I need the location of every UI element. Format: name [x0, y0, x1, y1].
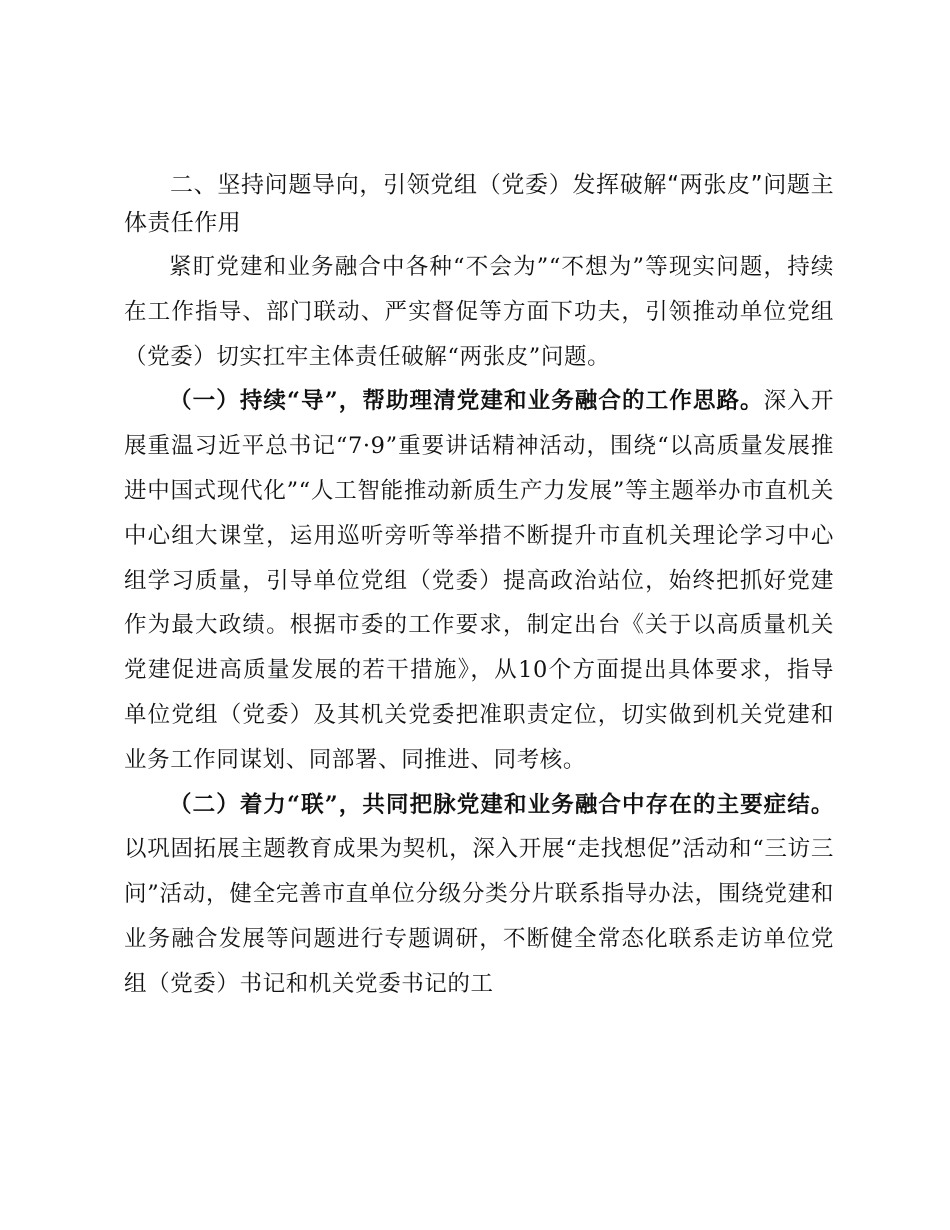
subsection-2-paragraph [124, 783, 834, 1007]
subsection-1-title: （一）持续“导”，帮助理清党建和业务融合的工作思路。 [169, 388, 764, 415]
subsection-1-body: 深入开展重温习近平总书记“7·9”重要讲话精神活动，围绕“以高质量发展推进中国式现代化”“人工智能推动新质生产力发展”等主题举办市直机关中心组大课堂，运用巡听旁听等举措不断提升市直机关理论学习中心组学习质量，引导单位党组（党委）提高政治站位，始终把抓好党建作为最大政绩。根据市委的工作要求，制定出台《关于以高质量机关党建促进高质量发展的若干措施》，从10个方面提出具体要求，指导单位党组（党委）及其机关党委把准职责定位，切实做到机关党建和业务工作同谋划、同部署、同推进、同考核。 [124, 388, 834, 773]
subsection-1-paragraph [124, 379, 834, 782]
intro-paragraph: 紧盯党建和业务融合中各种“不会为”“不想为”等现实问题，持续在工作指导、部门联动、严实督促等方面下功夫，引领推动单位党组（党委）切实扛牢主体责任破解“两张皮”问题。 [124, 254, 834, 370]
subsection-2-body: 以巩固拓展主题教育成果为契机，深入开展“走找想促”活动和“三访三问”活动，健全完善市直单位分级分类分片联系指导办法，围绕党建和业务融合发展等问题进行专题调研，不断健全常态化联系走访单位党组（党委）书记和机关党委书记的工 [124, 836, 834, 997]
document-page [124, 166, 834, 1007]
section-heading: 二、坚持问题导向，引领党组（党委）发挥破解“两张皮”问题主体责任作用 [124, 172, 834, 236]
subsection-2-title: （二）着力“联”，共同把脉党建和业务融合中存在的主要症结。 [169, 791, 834, 818]
